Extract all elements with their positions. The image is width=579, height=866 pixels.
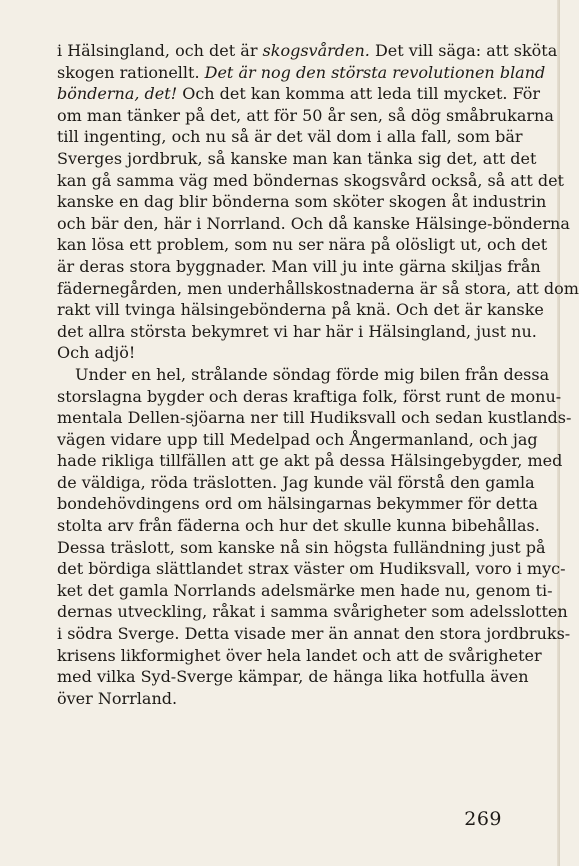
- paragraph-1: [57, 40, 579, 364]
- text-run: över Norrland.: [57, 688, 178, 708]
- text-line: [57, 688, 505, 710]
- paragraph-2: [57, 364, 572, 710]
- text-line: [57, 558, 566, 580]
- text-run: kan lösa ett problem, som nu ser nära på olösligt ut, och det: [57, 235, 548, 255]
- text-line: [57, 126, 523, 148]
- text-line: [57, 472, 535, 494]
- text-line: [57, 191, 547, 213]
- text-run: krisens likformighet över hela landet och att de svårigheter: [57, 645, 542, 665]
- text-line: [57, 429, 538, 451]
- text-run: Och det kan komma att leda till mycket. För: [177, 84, 541, 104]
- text-line: [57, 515, 540, 537]
- text-run: skogen rationellt.: [57, 62, 205, 82]
- page-edge-shadow: [557, 0, 560, 866]
- text-run: är deras stora byggnader. Man vill ju inte gärna skiljas från: [57, 256, 541, 276]
- text-line: [57, 666, 529, 688]
- text-line: [57, 580, 553, 602]
- text-run: stolta arv från fäderna och hur det skulle kunna bibehållas.: [57, 516, 540, 536]
- text-line: [57, 601, 568, 623]
- text-run: och bär den, här i Norrland. Och då kanske Hälsinge-bönderna: [57, 213, 570, 233]
- text-block: [57, 40, 579, 709]
- text-line: [57, 40, 558, 62]
- page-number: 269: [464, 808, 502, 830]
- text-line: [57, 213, 570, 235]
- text-run: till ingenting, och nu så är det väl dom i alla fall, som bär: [57, 127, 523, 147]
- text-line: [57, 256, 541, 278]
- text-run: om man tänker på det, att för 50 år sen, så dög småbrukarna: [57, 105, 554, 125]
- text-line: [57, 105, 554, 127]
- text-line: [57, 407, 572, 429]
- text-line: [57, 62, 546, 84]
- text-line: [57, 299, 544, 321]
- text-run: storslagna bygder och deras kraftiga folk, först runt de monu-: [57, 386, 562, 406]
- text-line: [57, 623, 571, 645]
- text-run: ket det gamla Norrlands adelsmärke men hade nu, genom ti-: [57, 580, 553, 600]
- text-run: rakt vill tvinga hälsingebönderna på knä. Och det är kanske: [57, 300, 544, 320]
- text-run: kanske en dag blir bönderna som sköter skogen åt industrin: [57, 192, 547, 212]
- text-run: Sverges jordbruk, så kanske man kan tänka sig det, att det: [57, 148, 537, 168]
- italic-text: skogsvården.: [262, 41, 370, 60]
- text-line: [57, 364, 550, 386]
- text-line: [57, 537, 546, 559]
- text-line: [57, 342, 505, 364]
- text-run: Och adjö!: [57, 343, 136, 363]
- text-run: det bördiga slättlandet strax väster om Hudiksvall, voro i myc-: [57, 559, 566, 579]
- text-run: vägen vidare upp till Medelpad och Ångermanland, och jag: [57, 429, 538, 449]
- text-run: i södra Sverge. Detta visade mer än annat den stora jordbruks-: [57, 624, 571, 644]
- text-line: [57, 321, 537, 343]
- text-line: [57, 83, 541, 105]
- text-run: med vilka Syd-Sverge kämpar, de hänga lika hotfulla även: [57, 667, 529, 687]
- text-run: Under en hel, strålande söndag förde mig bilen från dessa: [75, 364, 550, 384]
- text-line: [57, 450, 563, 472]
- text-line: [57, 386, 562, 408]
- text-run: fädernegården, men underhållskostnaderna är så stora, att dom: [57, 278, 579, 298]
- text-line: [57, 234, 548, 256]
- text-run: det allra största bekymret vi har här i Hälsingland, just nu.: [57, 321, 537, 341]
- text-run: de väldiga, röda träslotten. Jag kunde väl förstå den gamla: [57, 472, 535, 492]
- text-line: [57, 645, 542, 667]
- text-run: Det vill säga: att sköta: [369, 41, 558, 60]
- text-run: bondehövdingens ord om hälsingarnas bekymmer för detta: [57, 494, 538, 514]
- text-line: [57, 148, 537, 170]
- text-run: kan gå samma väg med böndernas skogsvård också, så att det: [57, 170, 564, 190]
- text-run: Dessa träslott, som kanske nå sin högsta fulländning just på: [57, 537, 546, 557]
- text-run: i Hälsingland, och det är: [57, 41, 263, 60]
- text-run: dernas utveckling, råkat i samma svårigheter som adelsslotten: [57, 602, 568, 622]
- text-line: [57, 278, 579, 300]
- text-run: hade rikliga tillfällen att ge akt på dessa Hälsingebygder, med: [57, 451, 563, 471]
- italic-text: Det är nog den största revolutionen bland: [204, 62, 546, 82]
- italic-text: bönderna, det!: [57, 84, 178, 104]
- text-line: [57, 493, 538, 515]
- text-line: [57, 170, 564, 192]
- text-run: mentala Dellen-sjöarna ner till Hudiksvall och sedan kustlands-: [57, 408, 572, 428]
